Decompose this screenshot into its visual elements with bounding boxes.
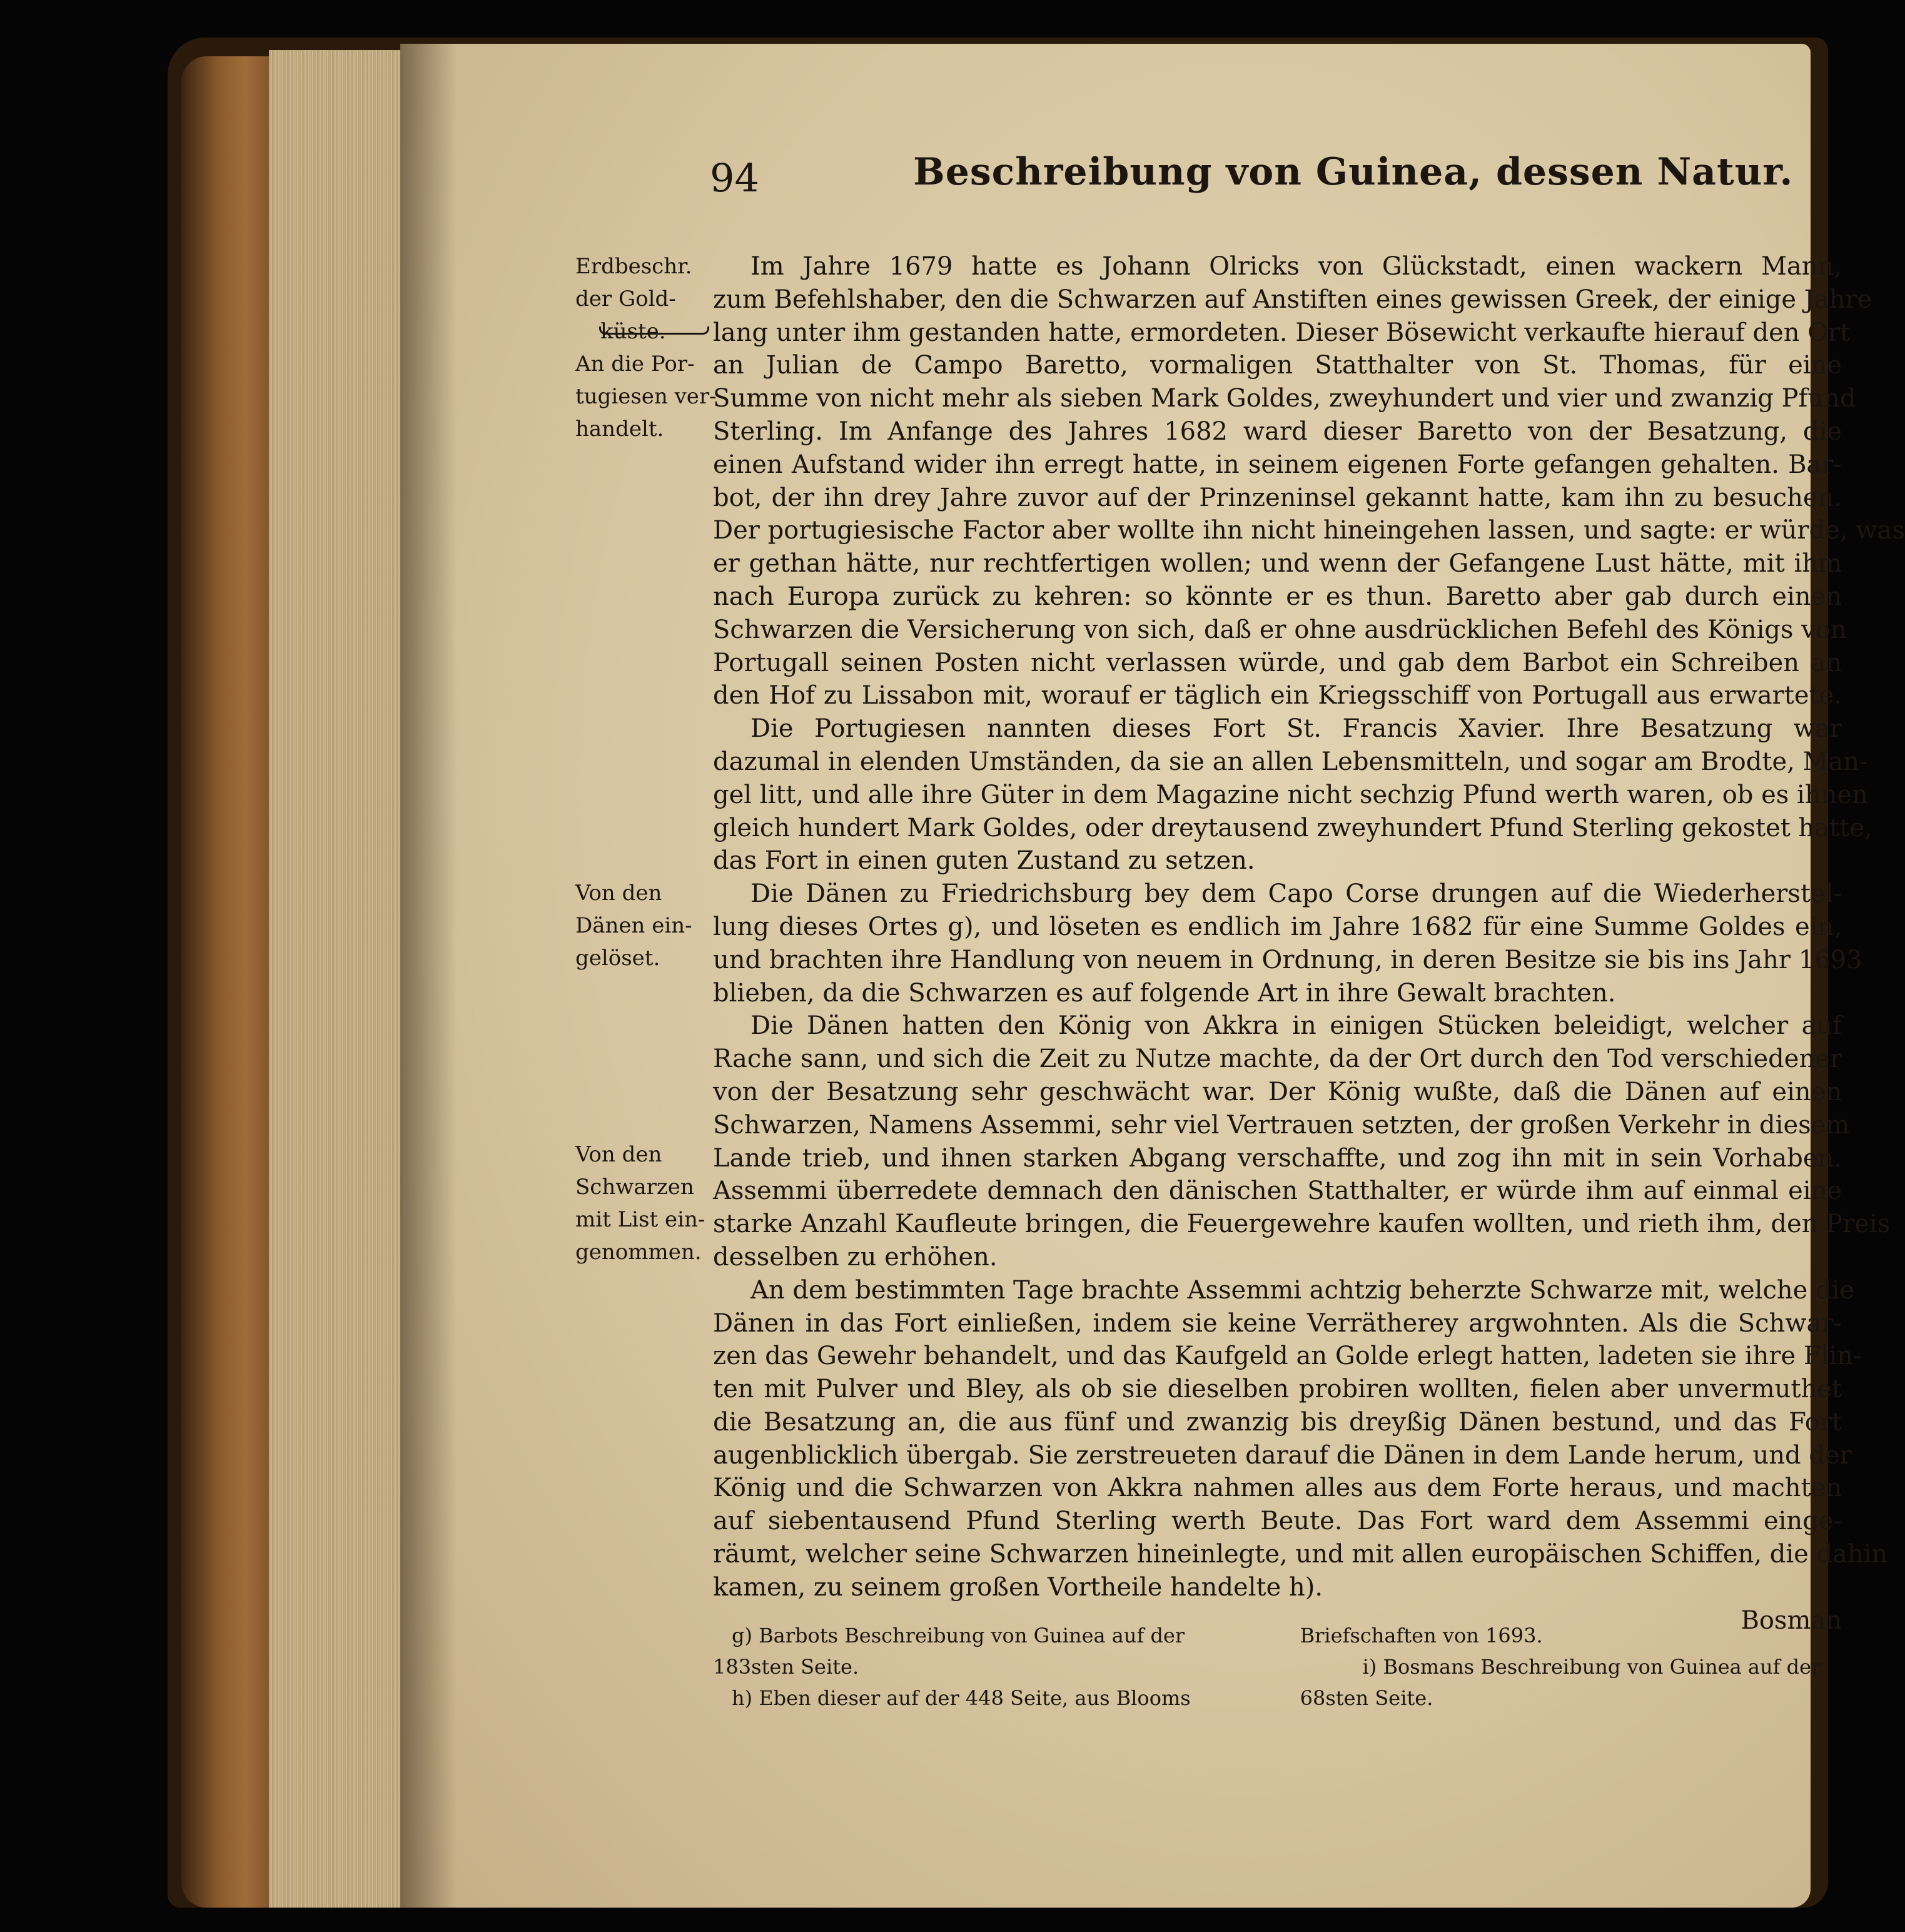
book-page (400, 44, 1905, 1908)
marginal-note-line: tugiesen ver- (575, 384, 717, 409)
marginal-note-line: Von den (575, 1142, 662, 1167)
text-line: von der Besatzung sehr geschwächt war. Der König wußte, daß die Dänen auf einen (713, 1077, 1842, 1106)
marginal-note-line: Dänen ein- (575, 913, 692, 938)
marginal-note-line: mit List ein- (575, 1207, 705, 1232)
text-line: Die Portugiesen nannten dieses Fort St. Francis Xavier. Ihre Besatzung war (750, 714, 1842, 744)
footnotes (713, 1620, 1842, 1714)
text-line: Schwarzen, Namens Assemmi, sehr viel Vertrauen setzten, der großen Verkehr in diesem (713, 1110, 1850, 1140)
text-line: er gethan hätte, nur rechtfertigen wollen; und wenn der Gefangene Lust hätte, mit ihm (713, 549, 1842, 579)
text-line: desselben zu erhöhen. (713, 1242, 998, 1272)
text-line: blieben, da die Schwarzen es auf folgende Art in ihre Gewalt brachten. (713, 978, 1616, 1008)
marginal-note-line: genommen. (575, 1240, 702, 1265)
marginal-note-line: handelt. (575, 417, 664, 442)
marginal-note-line: gelöset. (575, 946, 660, 971)
text-line: bot, der ihn drey Jahre zuvor auf der Prinzeninsel gekannt hatte, kam ihn zu besuchen. (713, 483, 1842, 512)
text-line: starke Anzahl Kaufleute bringen, die Feuergewehre kaufen wollten, und rieth ihm, den Preis (713, 1210, 1891, 1239)
footnote-column-left (713, 1620, 1255, 1714)
text-line: lang unter ihm gestanden hatte, ermordeten. Dieser Bösewicht verkaufte hierauf den Ort (713, 318, 1851, 347)
catchword: Bosman (1741, 1606, 1842, 1635)
text-line: Der portugiesische Factor aber wollte ihn nicht hineingehen lassen, und sagte: er würde, was (713, 516, 1905, 545)
text-line: zen das Gewehr behandelt, und das Kaufgeld an Golde erlegt hatten, ladeten sie ihre Flin- (713, 1342, 1862, 1371)
text-line: räumt, welcher seine Schwarzen hineinlegte, und mit allen europäischen Schiffen, die dahin (713, 1540, 1888, 1569)
text-line: kamen, zu seinem großen Vortheile handelte h). (713, 1572, 1323, 1602)
marginal-note-line: Erdbeschr. (575, 254, 692, 279)
text-line: einen Aufstand wider ihn erregt hatte, in seinem eigenen Forte gefangen gehalten. Bar- (713, 450, 1842, 479)
marginal-bracket (599, 326, 709, 335)
text-line: gel litt, und alle ihre Güter in dem Magazine nicht sechzig Pfund werth waren, ob es ihnen (713, 780, 1868, 809)
text-line: Portugall seinen Posten nicht verlassen würde, und gab dem Barbot ein Schreiben an (713, 648, 1842, 677)
text-line: zum Befehlshaber, den die Schwarzen auf Anstiften eines gewissen Greek, der einige Jahre (713, 285, 1872, 314)
text-line: Dänen in das Fort einließen, indem sie keine Verrätherey argwohnten. Als die Schwar- (713, 1308, 1842, 1338)
footnote-line: 183sten Seite. (713, 1655, 859, 1679)
text-line: König und die Schwarzen von Akkra nahmen alles aus dem Forte heraus, und machten (713, 1474, 1842, 1503)
text-line: Die Dänen hatten den König von Akkra in einigen Stücken beleidigt, welcher auf (750, 1011, 1842, 1041)
text-line: Im Jahre 1679 hatte es Johann Olricks von Glückstadt, einen wackern Mann, (750, 252, 1842, 281)
marginal-note-line: küste. (600, 319, 666, 344)
footnote-line: i) Bosmans Beschreibung von Guinea auf der (1362, 1655, 1821, 1679)
text-line: ten mit Pulver und Bley, als ob sie dieselben probiren wollten, fielen aber unvermuthet (713, 1375, 1842, 1404)
running-head: Beschreibung von Guinea, dessen Natur. (913, 150, 1794, 194)
text-line: das Fort in einen guten Zustand zu setzen. (713, 846, 1255, 876)
text-line: den Hof zu Lissabon mit, worauf er täglich ein Kriegsschiff von Portugall aus erwartete. (713, 681, 1842, 711)
footnote-line: 68sten Seite. (1300, 1686, 1433, 1710)
footnote-columns (713, 1620, 1842, 1714)
text-line: Assemmi überredete demnach den dänischen Statthalter, er würde ihm auf einmal eine (713, 1176, 1842, 1206)
marginal-note (575, 348, 717, 445)
text-line: Die Dänen zu Friedrichsburg bey dem Capo Corse drungen auf die Wiederherstel- (750, 879, 1842, 909)
marginal-note (575, 1138, 705, 1268)
marginal-note-line: der Gold- (575, 286, 676, 311)
text-line: und brachten ihre Handlung von neuem in Ordnung, in deren Besitze sie bis ins Jahr 1693 (713, 945, 1862, 974)
marginal-note-line: Schwarzen (575, 1175, 694, 1200)
text-line: gleich hundert Mark Goldes, oder dreytausend zweyhundert Pfund Sterling gekostet hatte, (713, 813, 1872, 842)
footnote-line: h) Eben dieser auf der 448 Seite, aus Blooms (732, 1686, 1191, 1710)
text-line: Summe von nicht mehr als sieben Mark Goldes, zweyhundert und vier und zwanzig Pfund (713, 384, 1856, 413)
marginal-note-line: Von den (575, 881, 662, 906)
marginal-note (575, 877, 694, 974)
text-line: lung dieses Ortes g), und löseten es endlich im Jahre 1682 für eine Summe Goldes ein, (713, 912, 1842, 941)
text-line: Schwarzen die Versicherung von sich, daß er ohne ausdrücklichen Befehl des Königs von (713, 615, 1847, 644)
page-gutter-shadow (400, 44, 457, 1908)
text-line: Sterling. Im Anfange des Jahres 1682 ward dieser Baretto von der Besatzung, die (713, 417, 1842, 446)
page-edges (269, 50, 403, 1908)
text-line: die Besatzung an, die aus fünf und zwanzig bis dreyßig Dänen bestund, und das Fort (713, 1407, 1842, 1437)
body-text (713, 250, 1905, 1637)
text-line: Lande trieb, und ihnen starken Abgang verschaffte, und zog ihn mit in sein Vorhaben. (713, 1143, 1842, 1173)
text-line: nach Europa zurück zu kehren: so könnte er es thun. Baretto aber gab durch einen (713, 582, 1842, 611)
text-line: An dem bestimmten Tage brachte Assemmi achtzig beherzte Schwarze mit, welche die (750, 1275, 1855, 1305)
footnote-line: Briefschaften von 1693. (1300, 1624, 1543, 1647)
page-number: 94 (710, 155, 759, 201)
footnote-line: g) Barbots Beschreibung von Guinea auf der (732, 1624, 1185, 1647)
marginal-note-line: An die Por- (575, 352, 695, 377)
footnote-column-right (1300, 1620, 1842, 1714)
text-line: Rache sann, und sich die Zeit zu Nutze machte, da der Ort durch den Tod verschiedener (713, 1044, 1842, 1074)
text-line: dazumal in elenden Umständen, da sie an allen Lebensmitteln, und sogar am Brodte, Man- (713, 747, 1868, 776)
text-line: augenblicklich übergab. Sie zerstreueten darauf die Dänen in dem Lande herum, und der (713, 1440, 1852, 1470)
text-line: auf siebentausend Pfund Sterling werth Beute. Das Fort ward dem Assemmi einge- (713, 1507, 1842, 1536)
text-line: an Julian de Campo Baretto, vormaligen Statthalter von St. Thomas, für eine (713, 351, 1842, 380)
